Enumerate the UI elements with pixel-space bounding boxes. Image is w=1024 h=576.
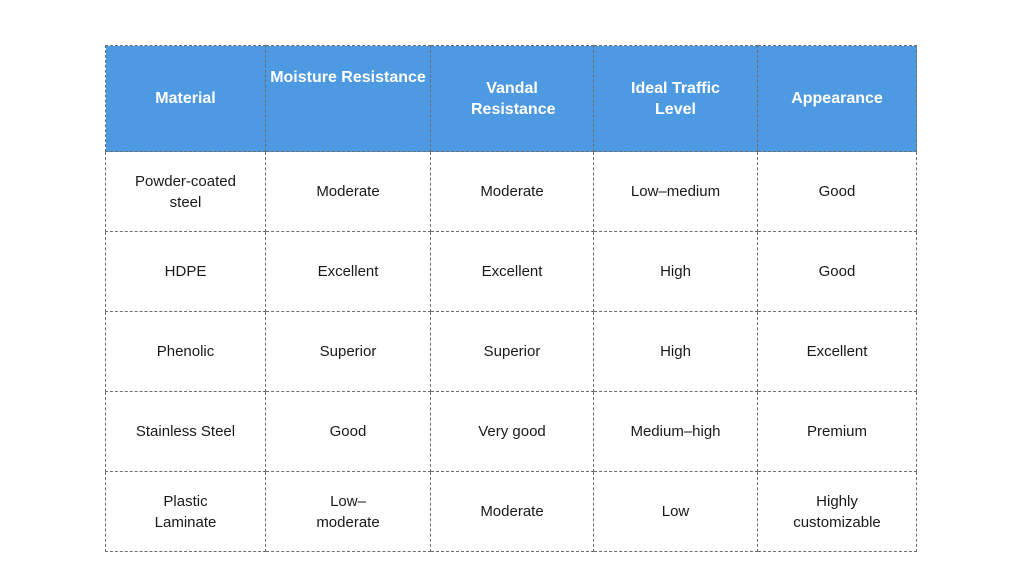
cell-moisture-resistance: Good <box>266 392 431 472</box>
table-body <box>106 152 917 552</box>
cell-appearance: Excellent <box>758 312 917 392</box>
cell-appearance: Highly customizable <box>758 472 917 552</box>
header-material: Material <box>106 46 266 152</box>
cell-ideal-traffic-level: Low <box>594 472 758 552</box>
table-header <box>106 46 917 152</box>
header-vandal-resistance: Vandal Resistance <box>431 46 594 152</box>
cell-moisture-resistance: Excellent <box>266 232 431 312</box>
cell-ideal-traffic-level: High <box>594 232 758 312</box>
cell-moisture-resistance: Low–moderate <box>266 472 431 552</box>
cell-material: HDPE <box>106 232 266 312</box>
header-moisture-resistance: Moisture Resistance <box>266 46 431 152</box>
materials-comparison-table <box>105 45 917 552</box>
cell-ideal-traffic-level: Medium–high <box>594 392 758 472</box>
cell-vandal-resistance: Moderate <box>431 152 594 232</box>
cell-material: Stainless Steel <box>106 392 266 472</box>
header-ideal-traffic-level: Ideal Traffic Level <box>594 46 758 152</box>
cell-ideal-traffic-level: High <box>594 312 758 392</box>
cell-vandal-resistance: Superior <box>431 312 594 392</box>
cell-appearance: Premium <box>758 392 917 472</box>
table-row <box>106 312 917 392</box>
cell-material: Powder-coated steel <box>106 152 266 232</box>
cell-ideal-traffic-level: Low–medium <box>594 152 758 232</box>
cell-material: Plastic Laminate <box>106 472 266 552</box>
table-row <box>106 232 917 312</box>
cell-appearance: Good <box>758 152 917 232</box>
cell-vandal-resistance: Very good <box>431 392 594 472</box>
table-row <box>106 152 917 232</box>
header-appearance: Appearance <box>758 46 917 152</box>
table-row <box>106 392 917 472</box>
materials-comparison-table-container <box>105 45 916 531</box>
cell-moisture-resistance: Superior <box>266 312 431 392</box>
cell-vandal-resistance: Excellent <box>431 232 594 312</box>
cell-moisture-resistance: Moderate <box>266 152 431 232</box>
table-row <box>106 472 917 552</box>
cell-vandal-resistance: Moderate <box>431 472 594 552</box>
cell-material: Phenolic <box>106 312 266 392</box>
header-row <box>106 46 917 152</box>
cell-appearance: Good <box>758 232 917 312</box>
